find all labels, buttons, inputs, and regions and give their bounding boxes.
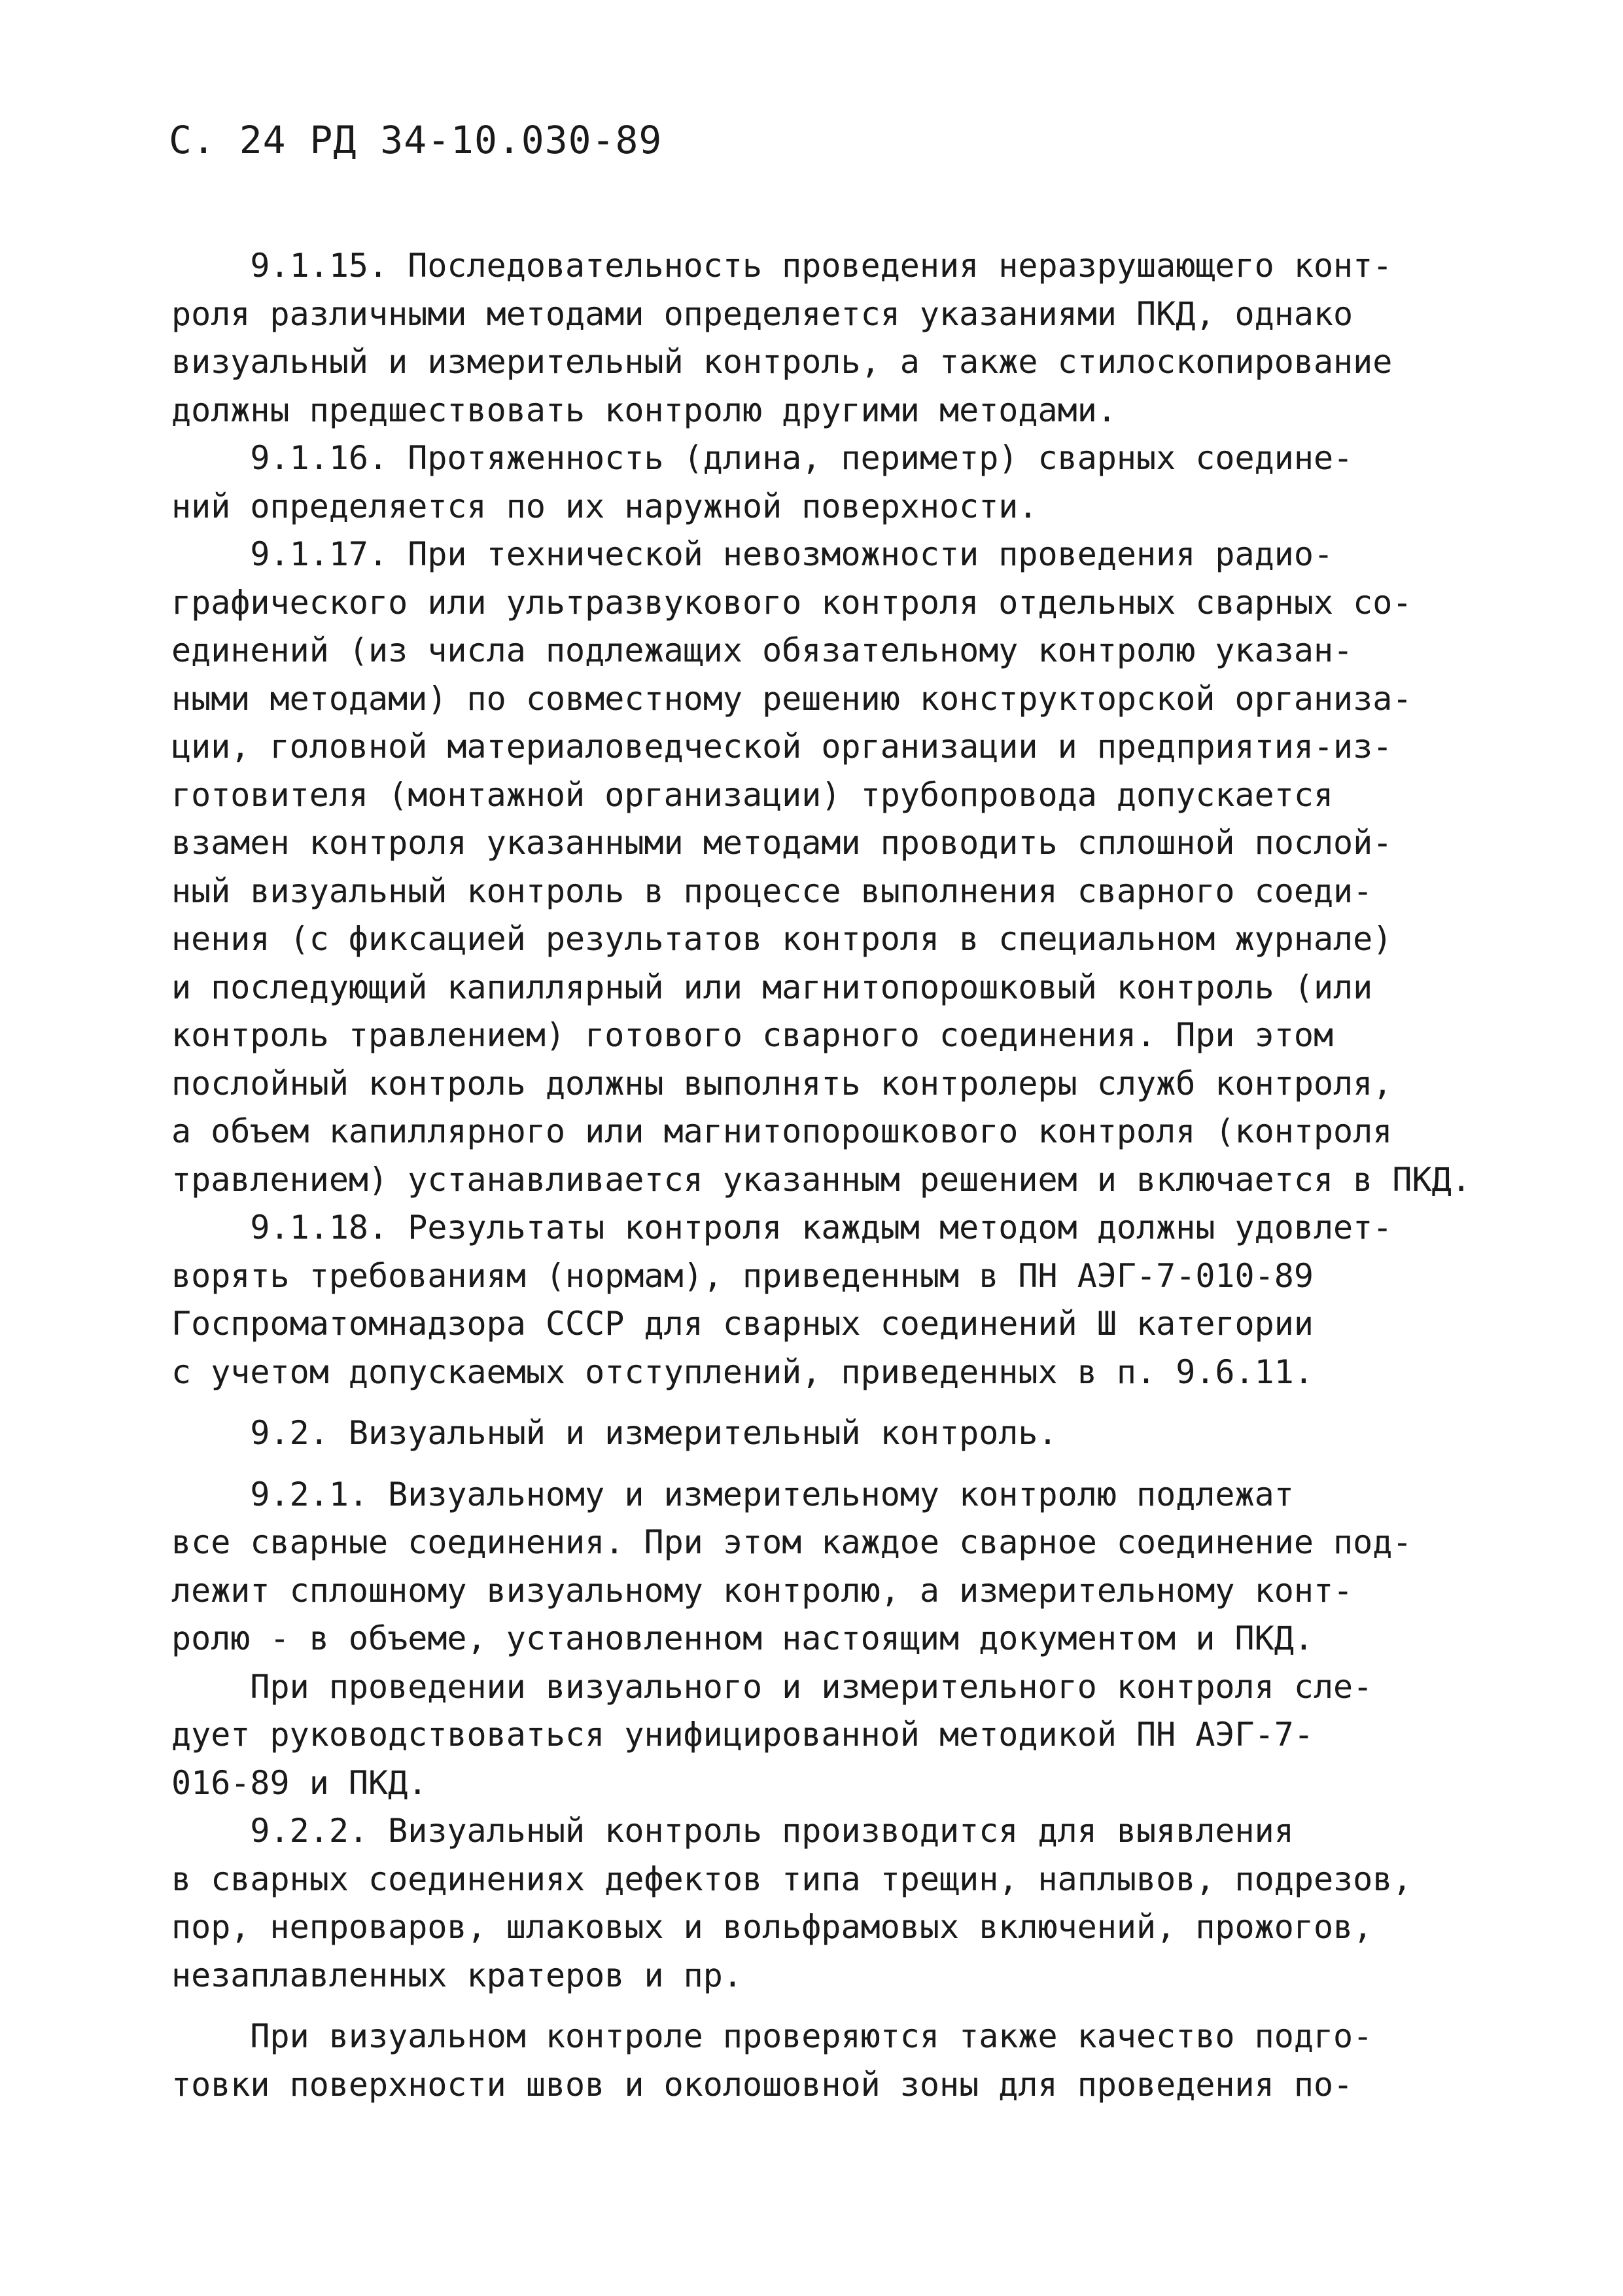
text-line: в сварных соединениях дефектов типа трещин, наплывов, подрезов, — [171, 1860, 1412, 1898]
text-line: 9.2. Визуальный и измерительный контроль. — [171, 1414, 1058, 1452]
text-line: При визуальном контроле проверяются также качество подго- — [171, 2017, 1373, 2055]
text-line: готовителя (монтажной организации) трубопровода допускается — [171, 775, 1334, 814]
paragraph-p-9-2-1-b — [171, 1663, 1539, 1808]
text-line: а объем капиллярного или магнитопорошкового контроля (контроля — [171, 1112, 1393, 1150]
paragraph-p-9-2 — [171, 1409, 1539, 1458]
text-line: контроль травлением) готового сварного соединения. При этом — [171, 1016, 1334, 1054]
text-line: травлением) устанавливается указанным решением и включается в ПКД. — [171, 1160, 1471, 1199]
text-line: 9.1.18. Результаты контроля каждым методом должны удовлет- — [171, 1209, 1393, 1246]
paragraph-gap — [171, 2000, 1539, 2013]
text-line: 9.1.15. Последовательность проведения неразрушающего конт- — [171, 247, 1393, 285]
text-line: лежит сплошному визуальному контролю, а измерительному конт- — [171, 1571, 1353, 1610]
text-line: все сварные соединения. При этом каждое сварное соединение под- — [171, 1523, 1412, 1561]
text-line: графического или ультразвукового контроля отдельных сварных со- — [171, 583, 1412, 622]
text-line: ции, головной материаловедческой организации и предприятия-из- — [171, 728, 1393, 766]
text-line: дует руководствоваться унифицированной методикой ПН АЭГ-7- — [171, 1716, 1314, 1754]
paragraph-p-9-1-15 — [171, 242, 1539, 434]
text-line: с учетом допускаемых отступлений, приведенных в п. 9.6.11. — [171, 1352, 1314, 1391]
text-line: пор, непроваров, шлаковых и вольфрамовых включений, прожогов, — [171, 1908, 1373, 1946]
text-line: единений (из числа подлежащих обязательному контролю указан- — [171, 631, 1353, 669]
text-line: 016-89 и ПКД. — [171, 1763, 428, 1802]
text-line: ворять требованиям (нормам), приведенным в ПН АЭГ-7-010-89 — [171, 1256, 1314, 1295]
paragraph-p-9-2-2-b — [171, 2013, 1539, 2109]
text-line: При проведении визуального и измерительного контроля сле- — [171, 1667, 1373, 1706]
text-line: должны предшествовать контролю другими методами. — [171, 391, 1117, 429]
paragraph-p-9-1-16 — [171, 434, 1539, 531]
text-line: визуальный и измерительный контроль, а также стилоскопирование — [171, 343, 1393, 381]
paragraph-gap — [171, 1396, 1539, 1409]
text-line: ний определяется по их наружной поверхности. — [171, 487, 1038, 525]
paragraph-p-9-1-17 — [171, 531, 1539, 1204]
paragraph-p-9-2-1 — [171, 1471, 1539, 1663]
paragraph-p-9-2-2 — [171, 1807, 1539, 2000]
text-line: ный визуальный контроль в процессе выполнения сварного соеди- — [171, 872, 1373, 910]
text-line: ролю - в объеме, установленном настоящим документом и ПКД. — [171, 1619, 1314, 1657]
text-line: послойный контроль должны выполнять контролеры служб контроля, — [171, 1064, 1393, 1103]
text-line: роля различными методами определяется указаниями ПКД, однако — [171, 294, 1353, 333]
text-line: и последующий капиллярный или магнитопорошковый контроль (или — [171, 968, 1373, 1006]
text-line: взамен контроля указанными методами проводить сплошной послой- — [171, 824, 1393, 862]
text-line: ными методами) по совместному решению конструкторской организа- — [171, 679, 1412, 718]
text-line: незаплавленных кратеров и пр. — [171, 1956, 742, 1994]
text-line: 9.2.1. Визуальному и измерительному контролю подлежат — [171, 1475, 1294, 1513]
text-line: Госпроматомнадзора СССР для сварных соединений Ш категории — [171, 1305, 1314, 1343]
page-header: С. 24 РД 34-10.030-89 — [169, 118, 663, 162]
document-body — [171, 242, 1539, 2109]
text-line: 9.1.16. Протяженность (длина, периметр) сварных соедине- — [171, 439, 1353, 477]
text-line: товки поверхности швов и околошовной зоны для проведения по- — [171, 2065, 1353, 2104]
paragraph-gap — [171, 1458, 1539, 1471]
paragraph-p-9-1-18 — [171, 1204, 1539, 1396]
text-line: 9.1.17. При технической невозможности проведения радио- — [171, 535, 1334, 573]
text-line: 9.2.2. Визуальный контроль производится для выявления — [171, 1812, 1294, 1850]
text-line: нения (с фиксацией результатов контроля в специальном журнале) — [171, 920, 1393, 958]
